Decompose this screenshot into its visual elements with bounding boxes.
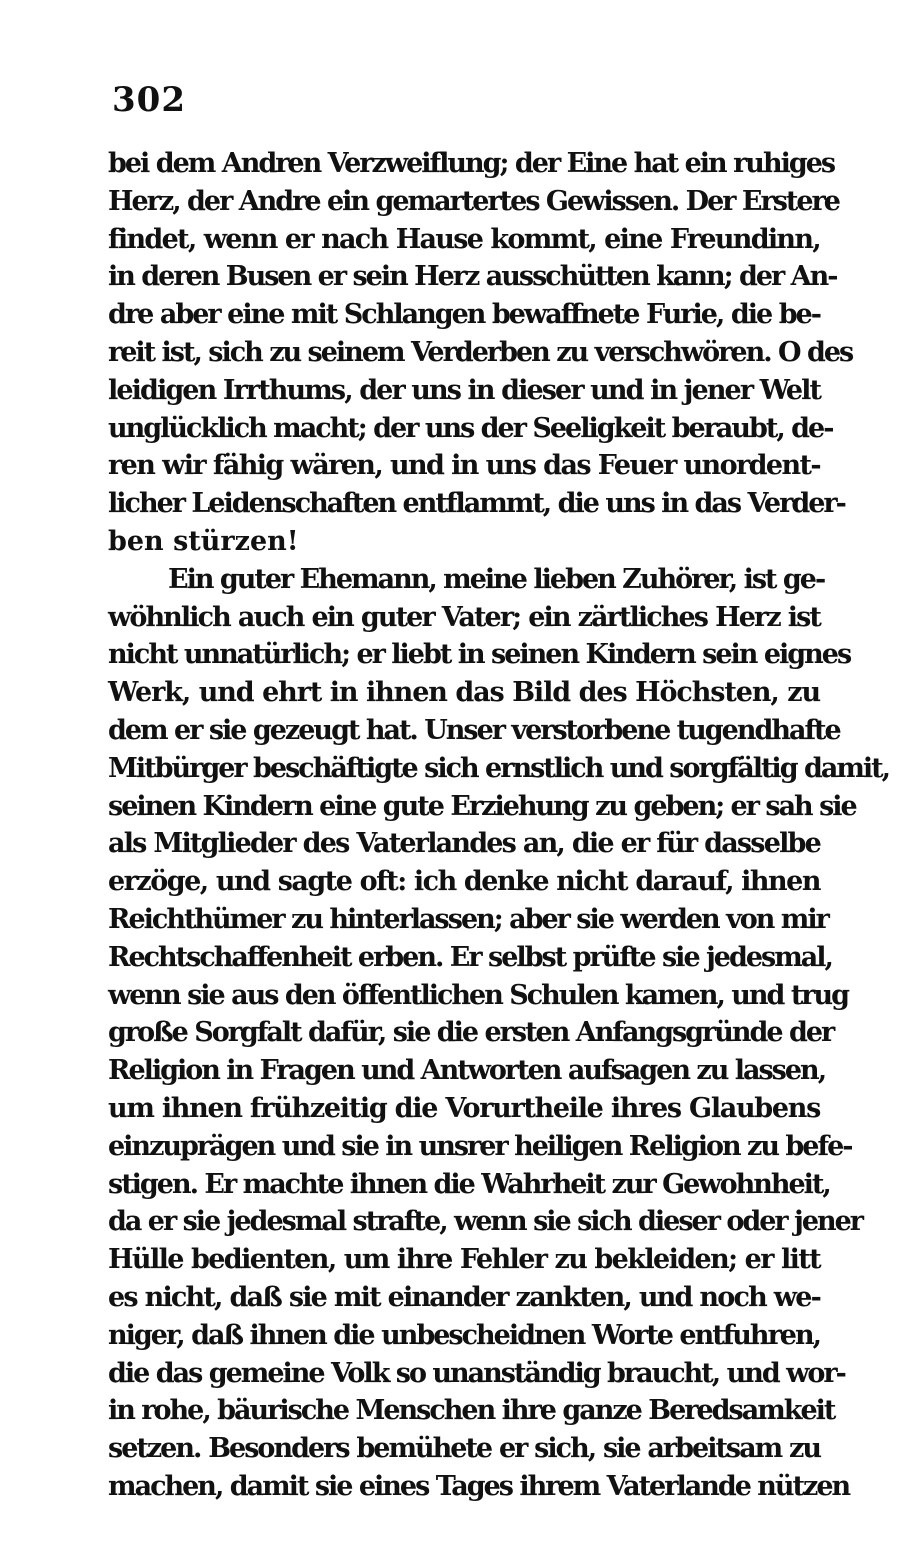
- text-line-23: wenn sie aus den öffentlichen Schulen kamen, und trug: [108, 979, 849, 1011]
- text-line-22: Rechtschaffenheit erben. Er selbst prüfte sie jedesmal,: [108, 941, 832, 973]
- text-line-9: ren wir fähig wären, und in uns das Feuer unordent-: [108, 450, 820, 482]
- text-line-24: große Sorgfalt dafür, sie die ersten Anfangsgründe der: [108, 1017, 834, 1049]
- text-line-14: nicht unnatürlich; er liebt in seinen Kindern sein eignes: [108, 639, 851, 671]
- text-line-6: reit ist, sich zu seinem Verderben zu verschwören. O des: [108, 336, 853, 368]
- text-line-18: seinen Kindern eine gute Erziehung zu geben; er sah sie: [108, 790, 856, 822]
- text-line-11: ben stürzen!: [108, 525, 299, 557]
- text-line-17: Mitbürger beschäftigte sich ernstlich und sorgfältig damit,: [108, 752, 890, 784]
- page-number: 302: [112, 80, 186, 120]
- text-line-19: als Mitglieder des Vaterlandes an, die er für dasselbe: [108, 828, 820, 860]
- text-line-4: in deren Busen er sein Herz ausschütten kann; der An-: [108, 261, 837, 293]
- text-line-33: die das gemeine Volk so unanständig braucht, und wor-: [108, 1357, 845, 1389]
- text-line-34: in rohe, bäurische Menschen ihre ganze Beredsamkeit: [108, 1395, 835, 1427]
- text-line-26: um ihnen frühzeitig die Vorurtheile ihres Glaubens: [108, 1092, 820, 1124]
- text-line-3: findet, wenn er nach Hause kommt, eine Freundinn,: [108, 223, 820, 255]
- text-line-15: Werk, und ehrt in ihnen das Bild des Höchsten, zu: [108, 677, 820, 709]
- text-line-29: da er sie jedesmal strafte, wenn sie sich dieser oder jener: [108, 1206, 863, 1238]
- text-line-13: wöhnlich auch ein guter Vater; ein zärtliches Herz ist: [108, 601, 820, 633]
- text-line-16: dem er sie gezeugt hat. Unser verstorbene tugendhafte: [108, 714, 840, 746]
- text-line-7: leidigen Irrthums, der uns in dieser und in jener Welt: [108, 374, 821, 406]
- text-line-20: erzöge, und sagte oft: ich denke nicht darauf, ihnen: [108, 866, 820, 898]
- text-line-30: Hülle bedienten, um ihre Fehler zu bekleiden; er litt: [108, 1244, 820, 1276]
- text-line-21: Reichthümer zu hinterlassen; aber sie werden von mir: [108, 903, 828, 935]
- text-line-35: setzen. Besonders bemühete er sich, sie arbeitsam zu: [108, 1433, 820, 1465]
- text-line-10: licher Leidenschaften entflammt, die uns in das Verder-: [108, 488, 845, 520]
- text-line-25: Religion in Fragen und Antworten aufsagen zu lassen,: [108, 1055, 826, 1087]
- text-line-27: einzuprägen und sie in unsrer heiligen Religion zu befe-: [108, 1130, 852, 1162]
- text-line-8: unglücklich macht; der uns der Seeligkeit beraubt, de-: [108, 412, 833, 444]
- text-line-28: stigen. Er machte ihnen die Wahrheit zur Gewohnheit,: [108, 1168, 830, 1200]
- text-line-5: dre aber eine mit Schlangen bewaffnete Furie, die be-: [108, 299, 820, 331]
- body-text: [108, 145, 890, 1506]
- text-line-12: Ein guter Ehemann, meine lieben Zuhörer, ist ge-: [168, 563, 825, 595]
- text-line-32: niger, daß ihnen die unbescheidnen Worte entfuhren,: [108, 1319, 820, 1351]
- text-line-36: machen, damit sie eines Tages ihrem Vaterlande nützen: [108, 1470, 850, 1502]
- text-line-1: bei dem Andren Verzweiflung; der Eine hat ein ruhiges: [108, 148, 835, 179]
- text-line-2: Herz, der Andre ein gemartertes Gewissen. Der Erstere: [108, 185, 839, 217]
- text-line-31: es nicht, daß sie mit einander zankten, und noch we-: [108, 1281, 820, 1313]
